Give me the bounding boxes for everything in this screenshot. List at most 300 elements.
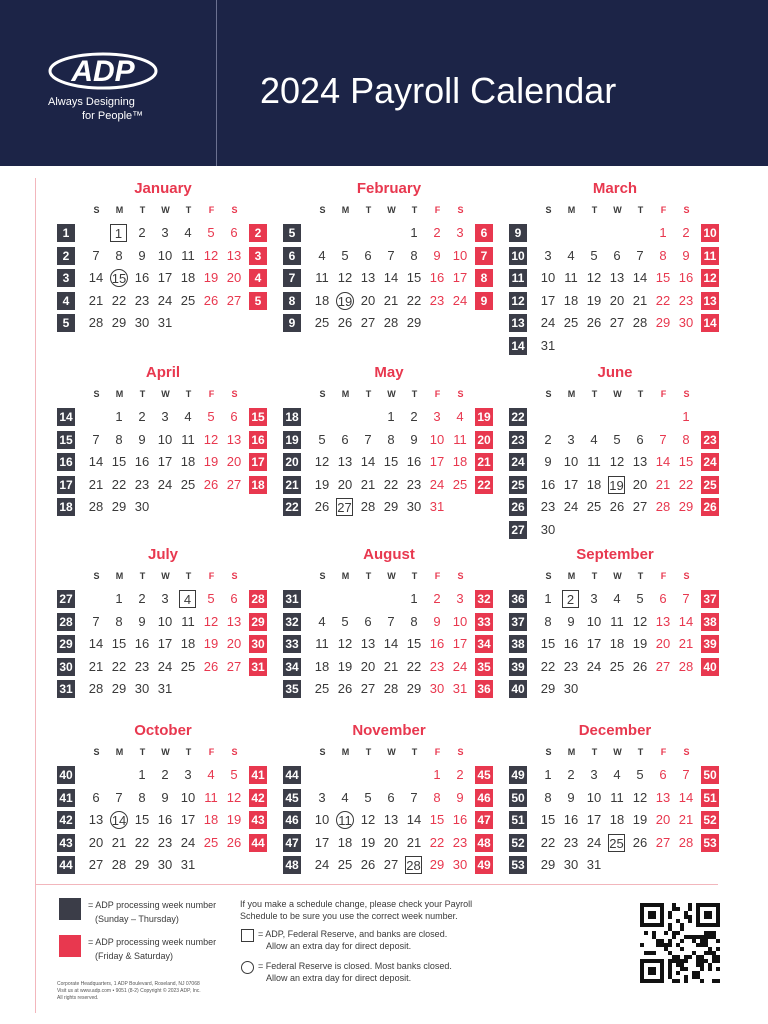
calendar-day: 5 — [364, 789, 372, 805]
calendar-day: 8 — [433, 789, 441, 805]
calendar-day: 14 — [88, 270, 104, 285]
calendar-day: 18 — [586, 476, 602, 492]
calendar-day: 4 — [318, 613, 326, 629]
calendar-day: 7 — [387, 613, 395, 629]
calendar-day: 28 — [678, 834, 694, 850]
calendar-day: 1 — [115, 591, 123, 606]
calendar-day: 2 — [138, 591, 146, 606]
weekday-label: S — [683, 389, 690, 399]
calendar-day: 5 — [636, 591, 644, 606]
calendar-day: 23 — [406, 476, 422, 492]
calendar-day: 7 — [92, 247, 100, 263]
calendar-day: 30 — [429, 681, 445, 696]
calendar-day: 3 — [456, 591, 464, 606]
week-number-badge-weekend: 10 — [701, 224, 719, 242]
calendar-day: 1 — [115, 409, 123, 424]
week-number-badge-weekend: 16 — [249, 431, 267, 449]
calendar-day: 9 — [567, 613, 575, 629]
calendar-day: 25 — [452, 476, 468, 492]
weekday-label: M — [567, 571, 576, 581]
calendar-day: 25 — [586, 499, 602, 514]
week-number-badge: 9 — [509, 224, 527, 242]
week-number-badge-weekend: 35 — [475, 658, 493, 676]
calendar-day: 1 — [682, 409, 690, 424]
weekday-label: M — [341, 389, 350, 399]
calendar-day: 28 — [383, 315, 399, 330]
calendar-day: 21 — [88, 658, 104, 674]
calendar-day: 28 — [88, 499, 104, 514]
weekday-label: S — [93, 205, 100, 215]
calendar-day: 21 — [88, 476, 104, 492]
calendar-day: 26 — [203, 658, 219, 674]
navy-legend-swatch — [59, 898, 81, 920]
calendar-day: 12 — [203, 613, 219, 629]
bottom-rule — [35, 884, 718, 885]
calendar-day: 31 — [157, 681, 173, 696]
calendar-day: 7 — [364, 431, 372, 447]
calendar-day: 4 — [590, 431, 598, 447]
week-number-badge: 35 — [283, 680, 301, 698]
schedule-note-line1: If you make a schedule change, please check your Payroll — [240, 899, 473, 909]
calendar-day: 22 — [111, 292, 127, 308]
calendar-day: 16 — [452, 812, 468, 827]
calendar-day: 13 — [337, 454, 353, 469]
calendar-day: 5 — [207, 591, 215, 606]
calendar-day: 10 — [157, 431, 173, 447]
weekday-label: T — [365, 571, 372, 581]
weekday-label: F — [434, 571, 441, 581]
calendar-day: 25 — [563, 315, 579, 330]
calendar-day: 26 — [337, 315, 353, 330]
week-number-badge-weekend: 6 — [475, 224, 493, 242]
calendar-day: 19 — [203, 636, 219, 651]
calendar-day: 12 — [226, 789, 242, 805]
calendar-day: 8 — [387, 431, 395, 447]
week-number-badge: 26 — [509, 498, 527, 516]
calendar-day: 23 — [429, 658, 445, 674]
week-number-badge-weekend: 24 — [701, 453, 719, 471]
weekday-label: S — [545, 389, 552, 399]
month-name: April — [145, 364, 181, 381]
calendar-day: 24 — [429, 476, 445, 492]
weekday-label: M — [341, 747, 350, 757]
calendar-day: 22 — [111, 476, 127, 492]
calendar-day: 25 — [337, 857, 353, 872]
week-number-badge-weekend: 25 — [701, 476, 719, 494]
weekday-label: T — [139, 571, 146, 581]
calendar-day: 12 — [314, 454, 330, 469]
calendar-day: 12 — [586, 270, 602, 285]
calendar-day: 8 — [659, 247, 667, 263]
calendar-day: 20 — [88, 834, 104, 850]
calendar-day: 28 — [632, 315, 648, 330]
weekday-label: T — [139, 389, 146, 399]
calendar-day: 11 — [181, 247, 195, 263]
calendar-day: 21 — [678, 812, 694, 827]
calendar-day: 23 — [134, 658, 150, 674]
week-number-badge: 44 — [283, 766, 301, 784]
week-number-badge: 41 — [57, 789, 75, 807]
week-number-badge-weekend: 12 — [701, 269, 719, 287]
week-number-badge-weekend: 23 — [701, 431, 719, 449]
calendar-day: 8 — [544, 613, 552, 629]
week-number-badge: 40 — [57, 766, 75, 784]
weekday-label: S — [545, 571, 552, 581]
calendar-day: 27 — [655, 834, 671, 850]
calendar-day: 10 — [452, 247, 468, 263]
week-number-badge-weekend: 19 — [475, 408, 493, 426]
tagline-line2: for People™ — [82, 110, 144, 122]
calendar-day: 31 — [180, 857, 196, 872]
week-number-badge: 31 — [283, 590, 301, 608]
calendar-day: 5 — [318, 431, 326, 447]
calendar-day: 2 — [138, 409, 146, 424]
month-name: August — [363, 546, 415, 563]
week-number-badge: 40 — [509, 680, 527, 698]
week-number-badge: 6 — [283, 247, 301, 265]
week-number-badge-weekend: 21 — [475, 453, 493, 471]
week-number-badge-weekend: 4 — [249, 269, 267, 287]
calendar-day: 25 — [180, 658, 196, 674]
calendar-day: 8 — [544, 789, 552, 805]
weekday-label: T — [139, 747, 146, 757]
weekday-label: S — [319, 389, 326, 399]
weekday-label: F — [434, 389, 441, 399]
calendar-day: 23 — [563, 658, 579, 674]
calendar-day: 8 — [410, 247, 418, 263]
week-number-badge: 44 — [57, 856, 75, 874]
month-name: June — [597, 364, 633, 381]
week-number-badge: 14 — [509, 337, 527, 355]
weekday-label: T — [365, 747, 372, 757]
calendar-day: 28 — [678, 658, 694, 674]
calendar-day: 29 — [134, 857, 150, 872]
calendar-day: 17 — [157, 454, 173, 469]
weekday-label: S — [93, 747, 100, 757]
calendar-day: 22 — [406, 292, 422, 308]
weekday-label: F — [660, 205, 667, 215]
calendar-day: 9 — [433, 247, 441, 263]
weekday-label: S — [231, 205, 238, 215]
calendar-day: 17 — [429, 454, 445, 469]
weekday-label: T — [637, 571, 644, 581]
week-number-badge: 20 — [283, 453, 301, 471]
weekday-label: W — [161, 747, 170, 757]
calendar-day: 9 — [544, 454, 552, 469]
week-number-badge: 22 — [283, 498, 301, 516]
calendar-day: 11 — [336, 811, 354, 829]
calendar-day: 10 — [157, 247, 173, 263]
month-name: September — [576, 546, 654, 563]
week-number-badge: 49 — [509, 766, 527, 784]
calendar-day: 10 — [180, 789, 196, 805]
calendar-day: 3 — [590, 767, 598, 782]
calendar-day: 6 — [364, 613, 372, 629]
calendar-day: 20 — [226, 270, 242, 285]
red-legend-line2: (Friday & Saturday) — [95, 951, 174, 961]
footer-line1: Corporate Headquarters, 1 ADP Boulevard, Roseland, NJ 07068 — [57, 981, 200, 987]
calendar-day: 13 — [609, 270, 625, 285]
calendar-day: 19 — [360, 834, 376, 850]
calendar-day: 21 — [383, 658, 399, 674]
calendar-day: 22 — [540, 834, 556, 850]
navy-legend-line1: = ADP processing week number — [88, 900, 217, 910]
calendar-day: 5 — [613, 431, 621, 447]
calendar-day: 7 — [92, 431, 100, 447]
calendar-day: 10 — [563, 454, 579, 469]
week-number-badge-weekend: 47 — [475, 811, 493, 829]
calendar-day: 10 — [157, 613, 173, 629]
schedule-note-line2: Schedule to be sure you use the correct week number. — [240, 911, 458, 921]
weekday-label: M — [567, 747, 576, 757]
calendar-day: 26 — [314, 499, 330, 514]
calendar-day: 18 — [609, 636, 625, 651]
calendar-day: 27 — [655, 658, 671, 674]
calendar-day: 5 — [230, 767, 238, 782]
calendar-day: 28 — [406, 858, 421, 873]
calendar-day: 27 — [609, 315, 625, 330]
week-number-badge-weekend: 48 — [475, 834, 493, 852]
week-number-badge: 34 — [283, 658, 301, 676]
week-number-badge: 42 — [57, 811, 75, 829]
calendar-day: 2 — [410, 409, 418, 424]
weekday-label: W — [613, 389, 622, 399]
calendar-day: 28 — [360, 499, 376, 514]
week-number-badge-weekend: 51 — [701, 789, 719, 807]
calendar-day: 26 — [632, 658, 648, 674]
calendar-day: 11 — [315, 270, 329, 285]
calendar-day: 10 — [586, 613, 602, 629]
calendar-day: 1 — [659, 225, 667, 240]
month-name: July — [147, 546, 178, 563]
calendar-day: 14 — [383, 270, 399, 285]
calendar-day: 7 — [682, 591, 690, 606]
calendar-day: 6 — [364, 247, 372, 263]
weekday-label: M — [341, 205, 350, 215]
calendar-day: 25 — [609, 658, 625, 674]
calendar-day: 12 — [609, 454, 625, 469]
calendar-day: 25 — [314, 681, 330, 696]
weekday-label: S — [231, 747, 238, 757]
calendar-day: 16 — [134, 636, 150, 651]
calendar-day: 19 — [337, 293, 353, 309]
calendar-day: 16 — [563, 812, 579, 827]
calendar-day: 13 — [632, 454, 648, 469]
week-number-badge: 30 — [57, 658, 75, 676]
calendar-day: 15 — [111, 636, 127, 651]
week-number-badge-weekend: 39 — [701, 635, 719, 653]
calendar-day: 20 — [226, 636, 242, 651]
weekday-label: T — [411, 571, 418, 581]
calendar-day: 7 — [92, 613, 100, 629]
weekday-label: S — [545, 747, 552, 757]
calendar-day: 1 — [544, 591, 552, 606]
calendar-day: 11 — [181, 613, 195, 629]
week-number-badge-weekend: 29 — [249, 613, 267, 631]
calendar-day: 19 — [203, 270, 219, 285]
calendar-day: 21 — [632, 292, 648, 308]
calendar-day: 16 — [429, 270, 445, 285]
calendar-day: 14 — [88, 454, 104, 469]
calendar-day: 1 — [387, 409, 395, 424]
calendar-day: 21 — [360, 476, 376, 492]
calendar-day: 20 — [383, 834, 399, 850]
calendar-day: 23 — [452, 834, 468, 850]
calendar-day: 2 — [433, 591, 441, 606]
calendar-day: 10 — [452, 613, 468, 629]
week-number-badge-weekend: 46 — [475, 789, 493, 807]
weekday-label: T — [411, 747, 418, 757]
week-number-badge-weekend: 31 — [249, 658, 267, 676]
calendar-day: 13 — [226, 613, 242, 629]
weekday-label: T — [637, 747, 644, 757]
calendar-day: 28 — [655, 499, 671, 514]
calendar-day: 27 — [88, 857, 104, 872]
calendar-day: 21 — [383, 292, 399, 308]
calendar-day: 25 — [314, 315, 330, 330]
weekday-label: M — [115, 389, 124, 399]
calendar-day: 19 — [632, 812, 648, 827]
calendar-day: 15 — [540, 812, 556, 827]
calendar-day: 20 — [360, 658, 376, 674]
week-number-badge: 5 — [283, 224, 301, 242]
weekday-label: T — [139, 205, 146, 215]
calendar-day: 4 — [207, 767, 215, 782]
calendar-day: 18 — [203, 812, 219, 827]
calendar-day: 3 — [433, 409, 441, 424]
calendar-day: 23 — [563, 834, 579, 850]
calendar-day: 17 — [452, 636, 468, 651]
calendar-day: 20 — [337, 476, 353, 492]
calendar-day: 14 — [88, 636, 104, 651]
weekday-label: W — [613, 747, 622, 757]
calendar-day: 22 — [111, 658, 127, 674]
calendar-day: 29 — [678, 499, 694, 514]
calendar-day: 8 — [115, 431, 123, 447]
calendar-day: 17 — [180, 812, 196, 827]
calendar-day: 17 — [452, 270, 468, 285]
calendar-day: 2 — [161, 767, 169, 782]
week-number-badge: 24 — [509, 453, 527, 471]
weekday-label: S — [319, 571, 326, 581]
calendar-day: 17 — [314, 834, 330, 850]
calendar-day: 8 — [682, 431, 690, 447]
weekday-label: T — [637, 205, 644, 215]
calendar-day: 18 — [452, 454, 468, 469]
red-legend-line1: = ADP processing week number — [88, 937, 217, 947]
calendar-day: 22 — [655, 292, 671, 308]
calendar-day: 14 — [406, 812, 422, 827]
week-number-badge-weekend: 36 — [475, 680, 493, 698]
calendar-day: 3 — [184, 767, 192, 782]
week-number-badge-weekend: 17 — [249, 453, 267, 471]
calendar-day: 24 — [157, 658, 173, 674]
calendar-day: 5 — [590, 247, 598, 263]
calendar-day: 20 — [609, 292, 625, 308]
footer-text — [57, 981, 227, 1002]
calendar-day: 29 — [111, 681, 127, 696]
weekday-label: S — [545, 205, 552, 215]
week-number-badge-weekend: 49 — [475, 856, 493, 874]
calendar-day: 3 — [318, 789, 326, 805]
calendar-day: 5 — [207, 225, 215, 240]
week-number-badge: 36 — [509, 590, 527, 608]
week-number-badge: 28 — [57, 613, 75, 631]
week-number-badge: 51 — [509, 811, 527, 829]
calendar-day: 1 — [544, 767, 552, 782]
calendar-day: 30 — [563, 681, 579, 696]
week-number-badge: 22 — [509, 408, 527, 426]
calendar-day: 11 — [204, 789, 218, 805]
month-name: October — [134, 722, 192, 739]
calendar-day: 24 — [180, 834, 196, 850]
calendar-day: 29 — [540, 857, 556, 872]
week-number-badge: 16 — [57, 453, 75, 471]
calendar-day: 28 — [383, 681, 399, 696]
weekday-label: M — [115, 571, 124, 581]
calendar-day: 5 — [207, 409, 215, 424]
weekday-label: T — [365, 205, 372, 215]
calendar-day: 26 — [203, 292, 219, 308]
week-number-badge: 9 — [283, 314, 301, 332]
calendar-day: 21 — [406, 834, 422, 850]
week-number-badge: 18 — [283, 408, 301, 426]
calendar-day: 12 — [337, 270, 353, 285]
month-name: December — [578, 722, 652, 739]
weekday-label: W — [161, 205, 170, 215]
weekday-label: W — [387, 205, 396, 215]
calendar-day: 19 — [314, 476, 330, 492]
week-number-badge: 12 — [509, 292, 527, 310]
calendar-day: 21 — [678, 636, 694, 651]
calendar-day: 23 — [540, 499, 556, 514]
calendar-day: 3 — [456, 225, 464, 240]
week-number-badge: 4 — [57, 292, 75, 310]
week-number-badge-weekend: 13 — [701, 292, 719, 310]
week-number-badge: 48 — [283, 856, 301, 874]
calendar-day: 20 — [655, 636, 671, 651]
calendar-day: 6 — [659, 591, 667, 606]
weekday-label: F — [660, 747, 667, 757]
calendar-day: 27 — [360, 681, 376, 696]
calendar-day: 17 — [157, 270, 173, 285]
calendar-day: 12 — [632, 613, 648, 629]
calendar-day: 26 — [609, 499, 625, 514]
calendar-day: 22 — [678, 476, 694, 492]
calendar-day: 15 — [678, 454, 694, 469]
week-number-badge-weekend: 34 — [475, 635, 493, 653]
weekday-label: T — [591, 747, 598, 757]
calendar-day: 31 — [586, 857, 602, 872]
week-number-badge-weekend: 52 — [701, 811, 719, 829]
calendar-day: 27 — [360, 315, 376, 330]
calendar-day: 15 — [540, 636, 556, 651]
week-number-badge-weekend: 8 — [475, 269, 493, 287]
week-number-badge: 18 — [57, 498, 75, 516]
calendar-day: 20 — [360, 292, 376, 308]
weekday-label: T — [591, 389, 598, 399]
week-number-badge: 13 — [509, 314, 527, 332]
calendar-day: 16 — [540, 476, 556, 492]
calendar-day: 3 — [567, 431, 575, 447]
calendar-day: 6 — [659, 767, 667, 782]
calendar-day: 22 — [134, 834, 150, 850]
calendar-day: 28 — [111, 857, 127, 872]
calendar-day: 9 — [161, 789, 169, 805]
week-number-badge-weekend: 28 — [249, 590, 267, 608]
calendar-day: 4 — [318, 247, 326, 263]
calendar-day: 20 — [632, 476, 648, 492]
